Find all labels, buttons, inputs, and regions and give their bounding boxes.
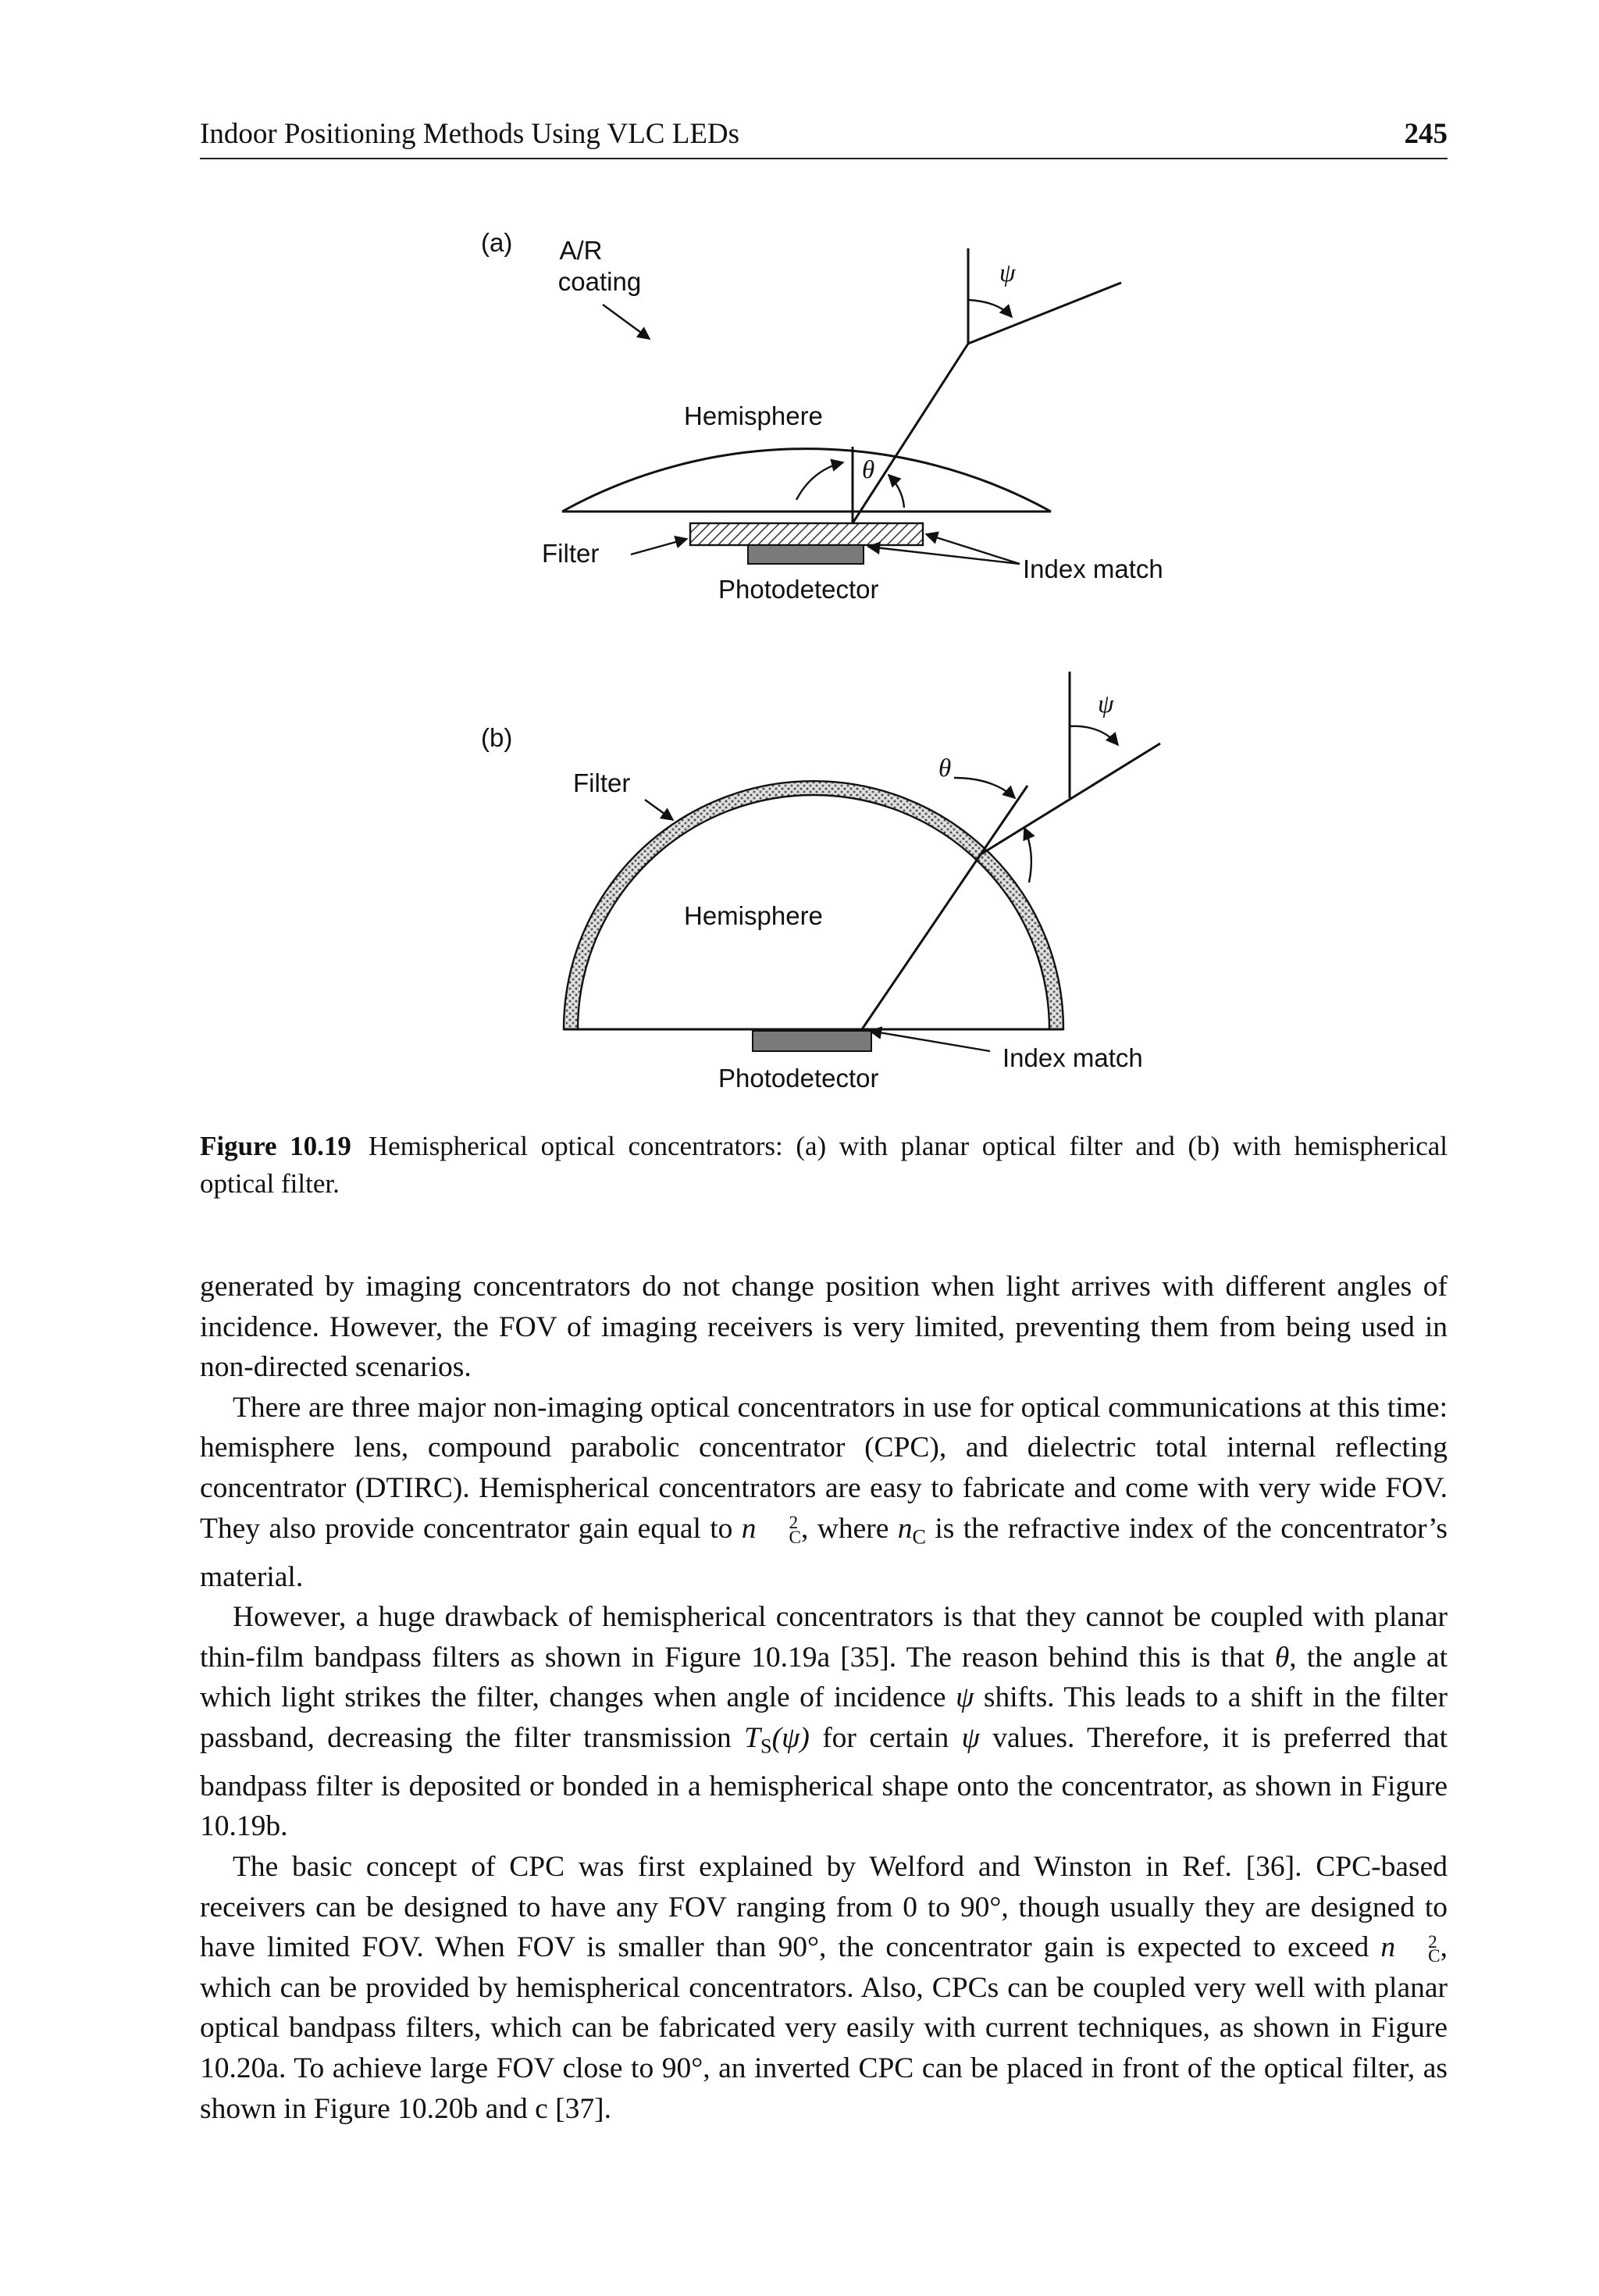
hemisphere-label: Hemisphere xyxy=(684,401,823,430)
math-n-c: $n_C$ xyxy=(897,1512,926,1548)
p3-text-a: However, a huge drawback of hemispherical concentrators is that they cannot be coupled with planar thin-film bandpass filters as shown in Figure 10.19a [35]. The reason behind this is that xyxy=(200,1601,1448,1674)
paragraph-3 xyxy=(200,1597,1448,1847)
math-n-c-squared: n 2 C xyxy=(741,1512,802,1548)
paragraph-1: generated by imaging concentrators do not change position when light arrives with different angles of incidence. However, the FOV of imaging receivers is very limited, preventing them from being used in non-directed scenarios. xyxy=(200,1271,1448,1384)
filter-label: Filter xyxy=(542,539,600,568)
hemisphere-dome xyxy=(562,449,1051,512)
figure-10-19 xyxy=(0,0,1599,1125)
index-match-label-b: Index match xyxy=(1002,1043,1143,1072)
psi-arc-b xyxy=(1070,726,1118,745)
p2-text-b: , where xyxy=(801,1512,889,1545)
running-title: Indoor Positioning Methods Using VLC LEDs xyxy=(200,118,740,150)
caption-text: Hemispherical optical concentrators: (a) with planar optical filter and (b) with hemispherical optical filter. xyxy=(200,1131,1448,1199)
photodetector xyxy=(748,545,864,564)
math-n-c-squared-2: n 2 C xyxy=(1380,1931,1441,1967)
planar-filter xyxy=(690,523,923,545)
p3-text-d: for certain xyxy=(822,1721,949,1754)
filter-arrow-b xyxy=(645,800,673,820)
incident-ray xyxy=(968,283,1121,344)
index-match-arrow-1 xyxy=(868,547,1020,564)
ar-coating-label-2: coating xyxy=(557,267,642,296)
theta-arc-b-lower xyxy=(1024,828,1031,882)
photodetector-label-b: Photodetector xyxy=(718,1064,879,1093)
math-psi-2: ψ xyxy=(961,1721,980,1754)
psi-arc xyxy=(968,300,1012,317)
surface-normal-b xyxy=(981,786,1027,854)
p2-text-a: There are three major non-imaging optical concentrators in use for optical communications at this time: hemisphere lens, compound parabolic concentrator (CPC), and dielectric total internal reflecting concentrator (DTIRC). Hemispherical concentrators are easy to fabricate and come with very wide FOV. They also provide concentrator gain equal to xyxy=(200,1391,1448,1545)
index-match-label: Index match xyxy=(1023,554,1163,583)
figure-diagram xyxy=(0,0,1599,1125)
panel-a xyxy=(481,228,1163,604)
figure-caption xyxy=(200,1128,1448,1203)
paragraph-2 xyxy=(200,1388,1448,1597)
hemisphere-label-b: Hemisphere xyxy=(684,901,823,930)
p2-text-c: is the refractive index of the concentrator’s material. xyxy=(200,1512,1448,1593)
psi-symbol: ψ xyxy=(999,259,1016,287)
p4-text-b: , which can be provided by hemispherical concentrators. Also, CPCs can be coupled very well with planar optical bandpass filters, which can be fabricated very easily with current techniques, as shown in Figure 10.20a. To achieve large FOV close to 90°, an inverted CPC can be placed in front of the optical filter, as shown in Figure 10.20b and c [37]. xyxy=(200,1931,1448,2125)
panel-b-label: (b) xyxy=(481,723,513,752)
panel-b xyxy=(481,672,1160,1093)
photodetector-b xyxy=(753,1031,871,1051)
p3-text-b: , the angle at which light strikes the filter, changes when angle of incidence xyxy=(200,1641,1448,1714)
filter-arrow xyxy=(631,539,687,554)
theta-arc-right xyxy=(889,475,904,508)
paragraph-4 xyxy=(200,1847,1448,2129)
p3-text-c: shifts. This leads to a shift in the filter passband, decreasing the filter transmission xyxy=(200,1681,1448,1754)
p3-text-e: values. Therefore, it is preferred that bandpass filter is deposited or bonded in a hemispherical shape onto the concentrator, as shown in Figure 10.19b. xyxy=(200,1721,1448,1843)
refracted-ray xyxy=(853,344,968,523)
caption-label: Figure 10.19 xyxy=(200,1131,351,1161)
filter-label-b: Filter xyxy=(573,768,631,797)
page-number: 245 xyxy=(1404,118,1448,150)
theta-arc-b-upper xyxy=(954,778,1015,798)
theta-symbol-b: θ xyxy=(938,754,952,783)
math-t-s-psi: $T_S(\psi)$ xyxy=(744,1721,810,1758)
photodetector-label: Photodetector xyxy=(718,575,879,604)
body-text xyxy=(200,1267,1448,2129)
ar-coating-label: A/R xyxy=(559,236,603,265)
theta-arc-left xyxy=(796,462,843,500)
refracted-ray-b xyxy=(862,854,981,1029)
math-theta: θ xyxy=(1274,1641,1290,1674)
ar-coating-arrow xyxy=(603,305,650,339)
index-match-arrow-b xyxy=(870,1031,990,1051)
p4-text-a: The basic concept of CPC was first explained by Welford and Winston in Ref. [36]. CPC-based receivers can be designed to have any FOV ranging from 0 to 90°, though usually they are designed to have limited FOV. When FOV is smaller than 90°, the concentrator gain is expected to exceed xyxy=(200,1851,1448,1964)
panel-a-label: (a) xyxy=(481,228,513,257)
psi-symbol-b: ψ xyxy=(1098,690,1114,718)
theta-symbol: θ xyxy=(862,456,875,484)
math-psi: ψ xyxy=(956,1681,974,1714)
